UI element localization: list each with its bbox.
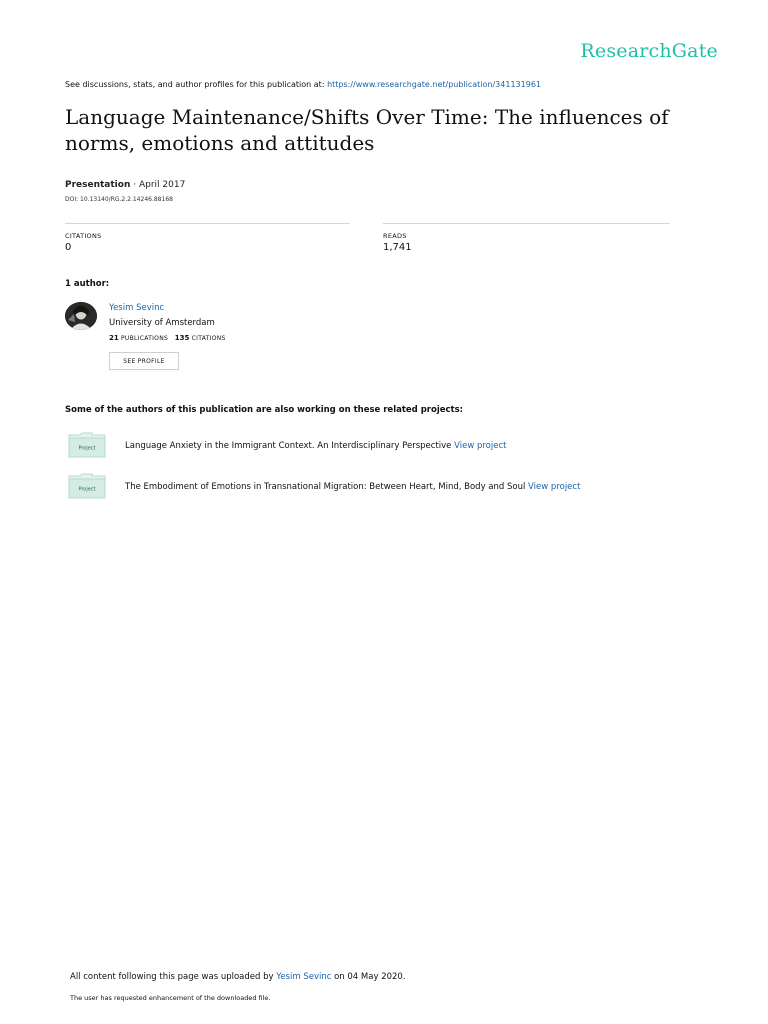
author-stats (109, 334, 226, 342)
author-citations-label: CITATIONS (191, 335, 226, 342)
uploader-link[interactable]: Yesim Sevinc (276, 972, 332, 982)
author-citations-count: 135 (174, 334, 190, 342)
stats-divider-left (65, 223, 350, 224)
folder-icon (68, 473, 106, 499)
publication-date: · April 2017 (130, 180, 186, 190)
project-icon-label: Project (78, 486, 96, 493)
authors-heading: 1 author: (65, 279, 110, 289)
see-discussions-text: See discussions, stats, and author profiles for this publication at: (65, 80, 325, 89)
reads-label: READS (383, 232, 407, 240)
project-title: Language Anxiety in the Immigrant Context. An Interdisciplinary Perspective (125, 441, 452, 451)
upload-prefix: All content following this page was uploaded by (70, 972, 274, 982)
avatar[interactable] (65, 302, 97, 330)
citations-label: CITATIONS (65, 232, 102, 240)
publication-doi: DOI: 10.13140/RG.2.2.14246.88168 (65, 196, 173, 203)
citations-value: 0 (65, 242, 72, 253)
project-folder-icon (68, 473, 106, 499)
researchgate-logo[interactable]: ResearchGate (580, 40, 718, 62)
author-publications-count: 21 (109, 334, 119, 342)
project-icon-label: Project (78, 445, 96, 452)
see-discussions-line (65, 80, 541, 89)
see-profile-button[interactable]: SEE PROFILE (109, 352, 179, 370)
footer-note: The user has requested enhancement of the downloaded file. (70, 994, 271, 1002)
project-folder-icon (68, 432, 106, 458)
folder-icon (68, 432, 106, 458)
stats-divider-right (383, 223, 670, 224)
author-photo-icon (65, 302, 97, 330)
author-institution: University of Amsterdam (109, 318, 215, 328)
publication-url-link[interactable]: https://www.researchgate.net/publication/341131961 (327, 80, 541, 89)
related-project-item (125, 482, 580, 492)
author-name-link[interactable]: Yesim Sevinc (109, 303, 165, 313)
publication-meta (65, 180, 185, 190)
publication-type: Presentation (65, 180, 131, 190)
view-project-link[interactable]: View project (528, 482, 581, 492)
upload-suffix: on 04 May 2020. (334, 972, 406, 982)
project-title: The Embodiment of Emotions in Transnational Migration: Between Heart, Mind, Body and Soul (125, 482, 526, 492)
view-project-link[interactable]: View project (454, 441, 507, 451)
reads-value: 1,741 (383, 242, 412, 253)
author-publications-label: PUBLICATIONS (120, 335, 169, 342)
related-project-item (125, 441, 506, 451)
related-projects-heading: Some of the authors of this publication are also working on these related projects: (65, 405, 464, 415)
upload-line (70, 972, 406, 982)
publication-title: Language Maintenance/Shifts Over Time: The influences of norms, emotions and attitudes (65, 105, 669, 155)
